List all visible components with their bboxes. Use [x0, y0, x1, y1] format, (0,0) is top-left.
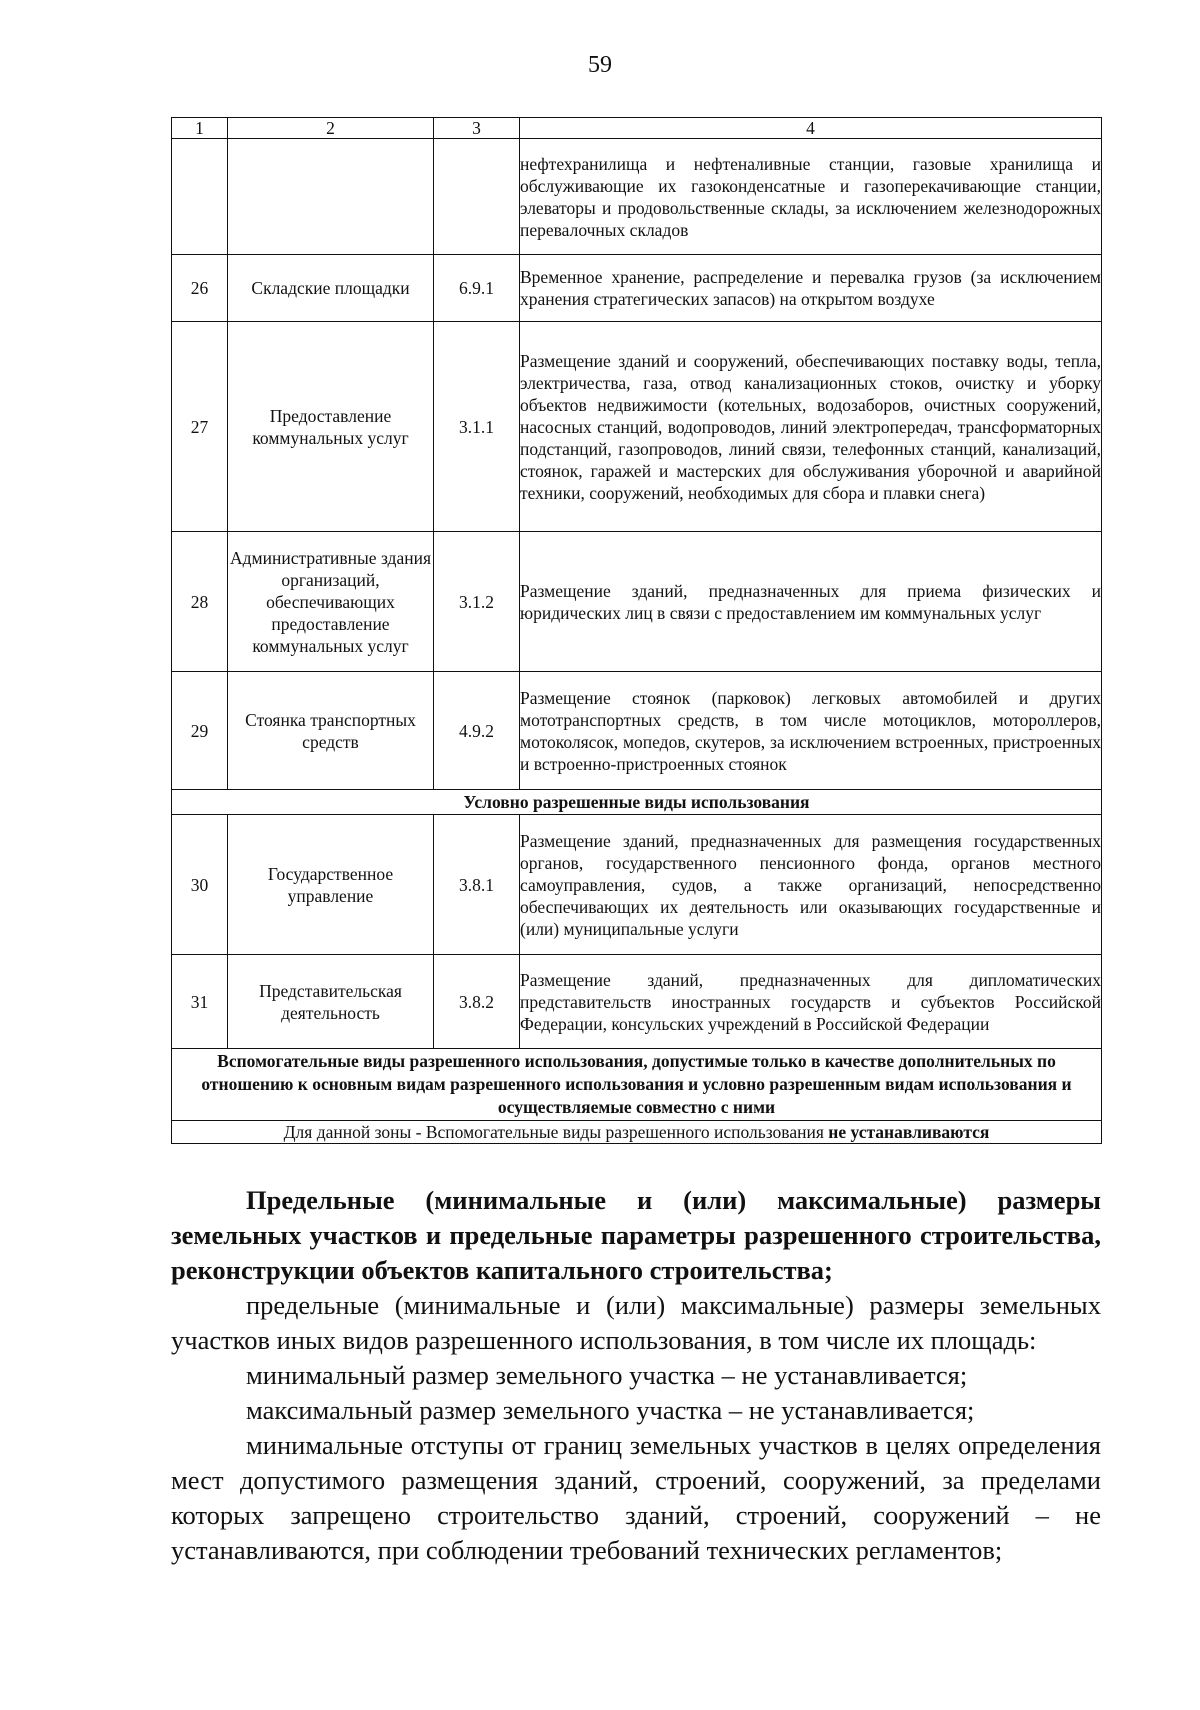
- row-number: 27: [172, 322, 228, 532]
- row-number: 26: [172, 255, 228, 322]
- row-name: Складские площадки: [228, 255, 434, 322]
- section-heading: Предельные (минимальные и (или) максимальные) размеры земельных участков и предельные параметры разрешенного строительства, реконструкции объектов капитального строительства;: [171, 1185, 1101, 1285]
- row-number: 29: [172, 672, 228, 790]
- row-code: 3.8.1: [434, 815, 520, 955]
- note-emphasis: не устанавливаются: [828, 1122, 990, 1142]
- row-description: нефтехранилища и нефтеналивные станции, газовые хранилища и обслуживающие их газоконденсатные и газоперекачивающие станции, элеваторы и продовольственные склады, за исключением железнодорожных перевалочных складов: [520, 139, 1102, 255]
- paragraph: минимальный размер земельного участка – не устанавливается;: [246, 1360, 968, 1390]
- table-row: [172, 815, 1102, 955]
- body-text: [171, 1183, 1101, 1568]
- row-code: 3.1.2: [434, 532, 520, 672]
- row-description: Размещение зданий, предназначенных для приема физических и юридических лиц в связи с предоставлением им коммунальных услуг: [520, 532, 1102, 672]
- table-row: [172, 322, 1102, 532]
- paragraph: предельные (минимальные и (или) максимальные) размеры земельных участков иных видов разрешенного использования, в том числе их площадь:: [171, 1290, 1101, 1355]
- row-number: 31: [172, 955, 228, 1049]
- row-name: Административные здания организаций, обеспечивающих предоставление коммунальных услуг: [228, 532, 434, 672]
- row-description: Размещение зданий и сооружений, обеспечивающих поставку воды, тепла, электричества, газа, отвод канализационных стоков, очистку и уборку объектов недвижимости (котельных, водозаборов, очистных сооружений, насосных станций, водопроводов, линий электропередач, трансформаторных подстанций, газопроводов, линий связи, телефонных станций, канализаций, стоянок, гаражей и мастерских для обслуживания уборочной и аварийной техники, сооружений, необходимых для сбора и плавки снега): [520, 322, 1102, 532]
- paragraph: максимальный размер земельного участка – не устанавливается;: [246, 1395, 975, 1425]
- row-code: 4.9.2: [434, 672, 520, 790]
- row-number: 30: [172, 815, 228, 955]
- section-heading-conditional: Условно разрешенные виды использования: [172, 790, 1102, 815]
- section-heading-row: [172, 1049, 1102, 1121]
- row-description: Размещение зданий, предназначенных для размещения государственных органов, государственного пенсионного фонда, органов местного самоуправления, судов, а также организаций, непосредственно обеспечивающих их деятельность или оказывающих государственные и (или) муниципальные услуги: [520, 815, 1102, 955]
- section-heading-row: [172, 790, 1102, 815]
- row-name: Предоставление коммунальных услуг: [228, 322, 434, 532]
- paragraph: минимальные отступы от границ земельных участков в целях определения мест допустимого размещения зданий, строений, сооружений, за пределами которых запрещено строительство зданий, строений, сооружений – не устанавливаются, при соблюдении требований технических регламентов;: [171, 1430, 1101, 1565]
- land-use-table: [171, 117, 1102, 1144]
- row-code: 3.8.2: [434, 955, 520, 1049]
- table-row: [172, 532, 1102, 672]
- note-row: [172, 1121, 1102, 1144]
- table-row: [172, 255, 1102, 322]
- row-code: 3.1.1: [434, 322, 520, 532]
- row-name: Государственное управление: [228, 815, 434, 955]
- table-row: [172, 955, 1102, 1049]
- row-description: Размещение зданий, предназначенных для дипломатических представительств иностранных государств и субъектов Российской Федерации, консульских учреждений в Российской Федерации: [520, 955, 1102, 1049]
- table-row: [172, 672, 1102, 790]
- note-text: Для данной зоны - Вспомогательные виды разрешенного использования: [283, 1122, 829, 1142]
- row-description: Временное хранение, распределение и перевалка грузов (за исключением хранения стратегических запасов) на открытом воздухе: [520, 255, 1102, 322]
- row-name: Представительская деятельность: [228, 955, 434, 1049]
- row-number: 28: [172, 532, 228, 672]
- column-header: 4: [520, 118, 1102, 139]
- row-name: Стоянка транспортных средств: [228, 672, 434, 790]
- note-cell: [172, 1121, 1102, 1144]
- page-number: 59: [588, 52, 612, 78]
- column-header: 1: [172, 118, 228, 139]
- table-row: [172, 139, 1102, 255]
- row-code: 6.9.1: [434, 255, 520, 322]
- column-header: 3: [434, 118, 520, 139]
- table-header-row: [172, 118, 1102, 139]
- column-header: 2: [228, 118, 434, 139]
- row-description: Размещение стоянок (парковок) легковых автомобилей и других мототранспортных средств, в том числе мотоциклов, мотороллеров, мотоколясок, мопедов, скутеров, за исключением встроенных, пристроенных и встроенно-пристроенных стоянок: [520, 672, 1102, 790]
- section-heading-auxiliary: Вспомогательные виды разрешенного использования, допустимые только в качестве дополнительных по отношению к основным видам разрешенного использования и условно разрешенным видам использования и осуществляемые совместно с ними: [172, 1049, 1102, 1121]
